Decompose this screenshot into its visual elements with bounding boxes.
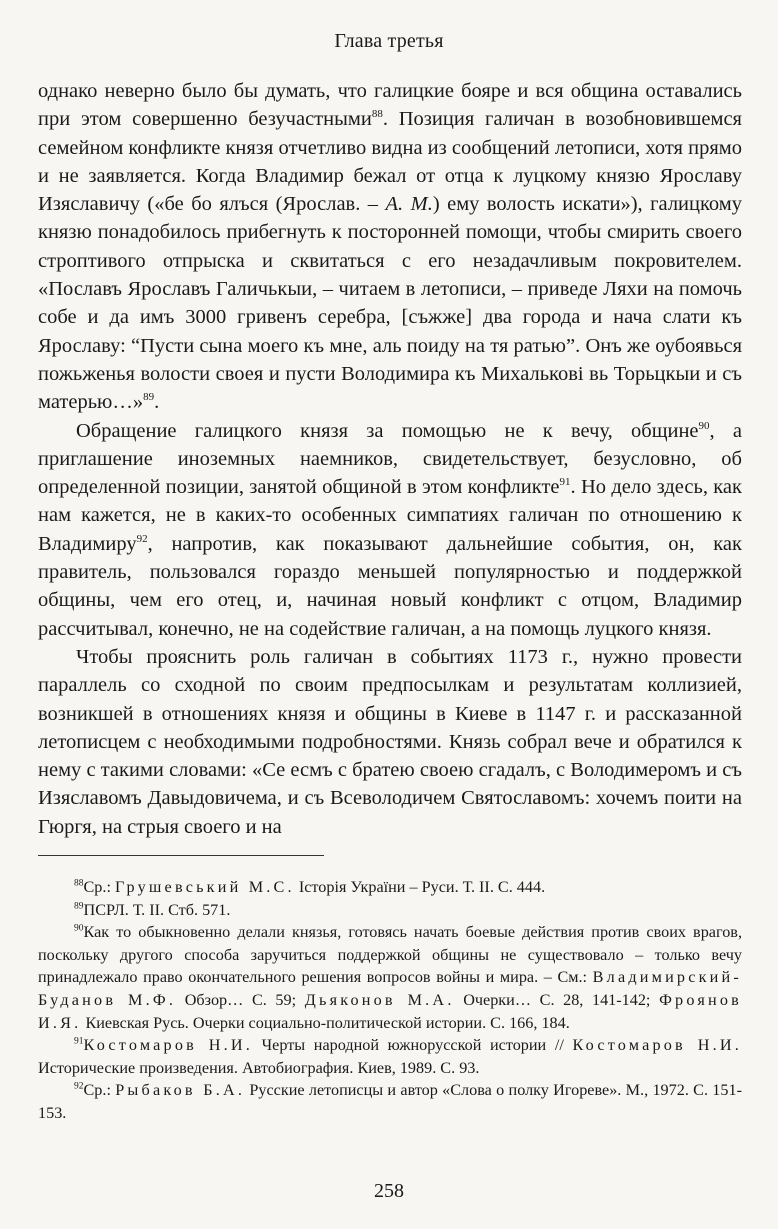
footnote-92 [38,1079,742,1124]
footnote-ref-92[interactable]: 92 [136,532,148,545]
text-run: Как то обыкновенно делали князья, готовясь начать боевые действия против своих врагов, поскольку другого способа заручиться поддержкой общины не существовало – только вечу принадлежало право окончательного решения вопросов войны и мира. – См.: [38,923,742,987]
text-run: Ср.: [83,878,115,896]
text-run: Исторические произведения. Автобиография. Киев, 1989. С. 93. [38,1058,480,1077]
footnote-ref-88[interactable]: 88 [371,108,383,121]
footnote-number: 91 [74,1036,84,1047]
author-initials: А. М. [385,193,433,216]
text-run: ) ему волость искати»), галицкому князю понадобилось прибегнуть к посторонней помощи, чтобы смирить своего строптивого отпрыска и сквитаться с его незадачливым покровителем. «Пославъ Ярославъ Галичькыи, – читаем в летописи, – приведе Ляхи на помочь собе и да имъ 3000 гривенъ серебра, [съжже] два города и нача слати къ Ярославу: “Пусти сына моего къ мне, аль поиду на тя ратью”. Онъ же оубоявься пожьженья волости своея и пусти Володимира къ Михальковi вь Торьцкыи и съ матерью…» [38,193,743,414]
footnote-ref-90[interactable]: 90 [698,419,710,432]
text-run: . Но дело здесь, как нам кажется, не в каких-то особенных симпатиях галичан по отношению к Владимиру [38,476,742,555]
author-name: Дьяконов М.А. [304,990,455,1009]
footnote-91 [38,1034,742,1079]
text-run: Очерки… С. 28, 141-142; [454,990,660,1009]
footnote-88 [38,876,742,899]
text-run: Русские летописцы и автор «Слова о полку Игореве». М., 1972. С. 151-153. [38,1081,742,1122]
paragraph-1 [38,77,742,417]
text-run: Киевская Русь. Очерки социально-политической истории. С. 166, 184. [81,1013,570,1032]
author-name: Владимирский-Буданов М.Ф. [38,968,742,1009]
paragraph-2 [38,417,742,643]
text-run: , а приглашение иноземных наемников, свидетельствует, безусловно, об определенной позиции, занятой общиной в этом конфликте [38,419,742,499]
author-name: Костомаров Н.И. [572,1036,742,1055]
text-run: однако неверно было бы думать, что галицкие бояре и вся община оставались при этом совершенно безучастными [38,80,742,131]
author-name: Фроянов И.Я. [38,990,742,1032]
text-run: , напротив, как показывают дальнейшие события, он, как правитель, пользовался гораздо меньшей популярностью и поддержкой общины, чем его отец, и, начиная новый конфликт с отцом, Владимир рассчитывал, конечно, не на содействие галичан, а на помощь луцкого князя. [38,532,742,640]
footnote-ref-91[interactable]: 91 [559,476,571,489]
text-run: Обращение галицкого князя за помощью не к вечу, общине [76,419,699,442]
page-number: 258 [374,1180,404,1202]
footnotes [38,876,742,1125]
footnote-number: 90 [74,923,84,934]
main-text [38,77,742,841]
footnote-89 [38,899,742,922]
text-run: Ср.: [83,1081,116,1100]
text-run: Черты народной южнорусской истории // [253,1036,573,1055]
text-run: . [154,391,160,414]
author-name: Рыбаков Б.А. [115,1081,246,1100]
text-run: . Позиция галичан в возобновившемся семейном конфликте князя отчетливо видна из сообщений летописи, хотя прямо и не заявляется. Когда Владимир бежал от отца к луцкому князю Ярославу Изяславичу («бе бо ялъся (Ярослав. – [38,108,742,216]
text-run: Історія України – Руси. Т. II. С. 444. [294,878,546,896]
footnote-ref-89[interactable]: 89 [143,391,155,404]
paragraph-3: Чтобы прояснить роль галичан в событиях 1173 г., нужно провести параллель со сходной по своим предпосылкам и результатам коллизией, возникшей в отношениях князя и общины в Киеве в 1147 г. и рассказанной летописцем с необходимыми подробностями. Князь собрал вече и обратился к нему с такими словами: «Се есмъ с братею своею сгадалъ, с Володимеромъ и съ Изяславомъ Давыдовичема, и съ Всеволодичем Святославомъ: хочемъ поити на Гюргя, на стрыя своего и на [38,645,742,838]
author-name: Костомаров Н.И. [83,1036,254,1055]
footnote-separator [38,855,324,856]
text-run: Обзор… С. 59; [176,990,305,1009]
author-name: Грушевський М.С. [114,878,295,896]
footnote-number: 88 [74,878,84,889]
footnote-number: 92 [74,1081,84,1092]
text-run: ПСРЛ. Т. II. Стб. 571. [83,900,231,919]
footnote-90 [38,921,742,1034]
footnote-number: 89 [74,901,84,912]
running-head: Глава третья [334,30,444,52]
